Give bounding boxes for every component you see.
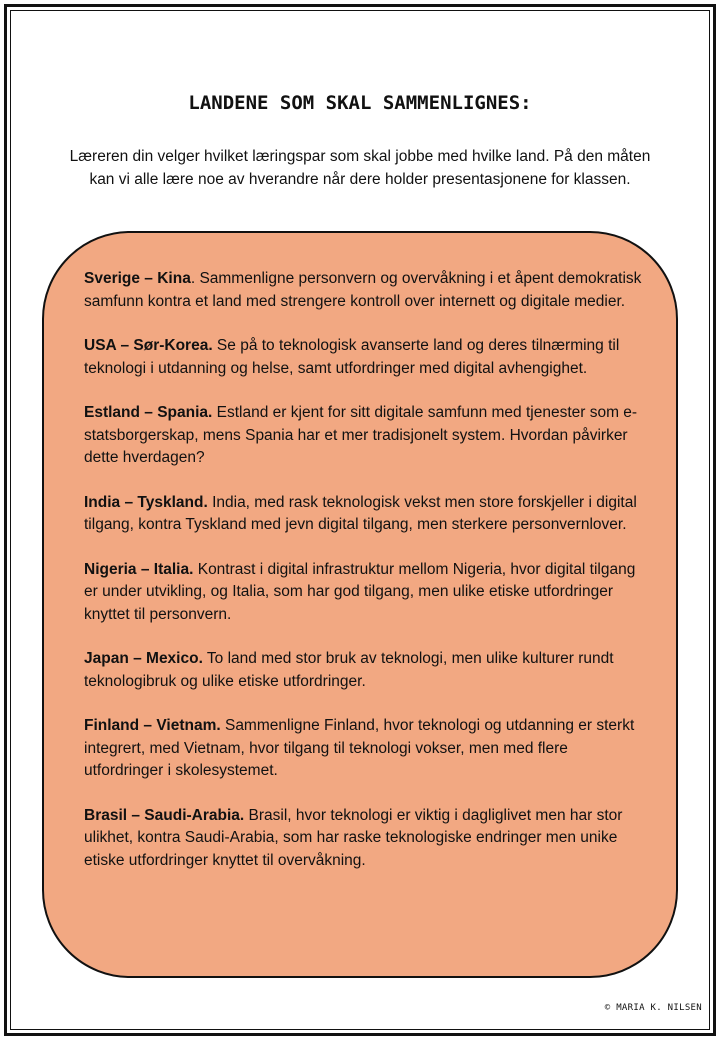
- country-pair-label: India – Tyskland.: [84, 493, 208, 511]
- country-pair-label: Sverige – Kina: [84, 270, 191, 287]
- country-pair-description: Brasil, hvor teknologi er viktig i dagliglivet men har stor ulikhet, kontra Saudi-Arabia, som har raske teknologiske endringer men unike etiske utfordringer knyttet til overvåkning.: [84, 806, 623, 869]
- page-title: LANDENE SOM SKAL SAMMENLIGNES:: [188, 92, 532, 114]
- list-item: [84, 492, 644, 537]
- country-pair-description: Sammenligne Finland, hvor teknologi og utdanning er sterkt integrert, med Vietnam, hvor tilgang til teknologi vokser, men med flere utfordringer i skolesystemet.: [84, 717, 635, 779]
- list-item: [84, 402, 644, 470]
- country-pair-label: USA – Sør-Korea.: [84, 337, 213, 354]
- country-pair-label: Japan – Mexico.: [84, 650, 203, 667]
- country-pair-description: India, med rask teknologisk vekst men store forskjeller i digital tilgang, kontra Tyskland med jevn digital tilgang, men sterkere personvernlover.: [84, 493, 637, 533]
- country-pair-label: Estland – Spania.: [84, 404, 213, 421]
- country-pair-description: . Sammenligne personvern og overvåkning i et åpent demokratisk samfunn kontra et land med strengere kontroll over internett og digitale medier.: [84, 270, 642, 310]
- country-pair-label: Finland – Vietnam.: [84, 717, 221, 734]
- author-credit: © MARIA K. NILSEN: [604, 1003, 702, 1013]
- list-item: [84, 805, 644, 873]
- list-item: [84, 335, 644, 380]
- country-pair-description: Kontrast i digital infrastruktur mellom Nigeria, hvor digital tilgang er under utvikling, og Italia, som har god tilgang, men ulike etiske utfordringer knyttet til personvern.: [84, 560, 636, 623]
- country-pair-description: To land med stor bruk av teknologi, men ulike kulturer rundt teknologibruk og ulike etiske utfordringer.: [84, 650, 614, 690]
- country-pairs-list: [84, 268, 644, 894]
- country-pair-label: Nigeria – Italia.: [84, 560, 194, 578]
- country-pair-label: Brasil – Saudi-Arabia.: [84, 806, 245, 824]
- country-pair-description: Estland er kjent for sitt digitale samfunn med tjenester som e-statsborgerskap, mens Spania har et mer tradisjonelt system. Hvordan påvirker dette hverdagen?: [84, 404, 638, 466]
- country-pair-description: Se på to teknologisk avanserte land og deres tilnærming til teknologi i utdanning og helse, samt utfordringer med digital avhengighet.: [84, 337, 620, 377]
- list-item: [84, 715, 644, 783]
- list-item: [84, 559, 644, 627]
- intro-paragraph: Læreren din velger hvilket læringspar som skal jobbe med hvilke land. På den måten kan vi alle lære noe av hverandre når dere holder presentasjonene for klassen.: [69, 148, 651, 188]
- list-item: [84, 268, 644, 313]
- list-item: [84, 648, 644, 693]
